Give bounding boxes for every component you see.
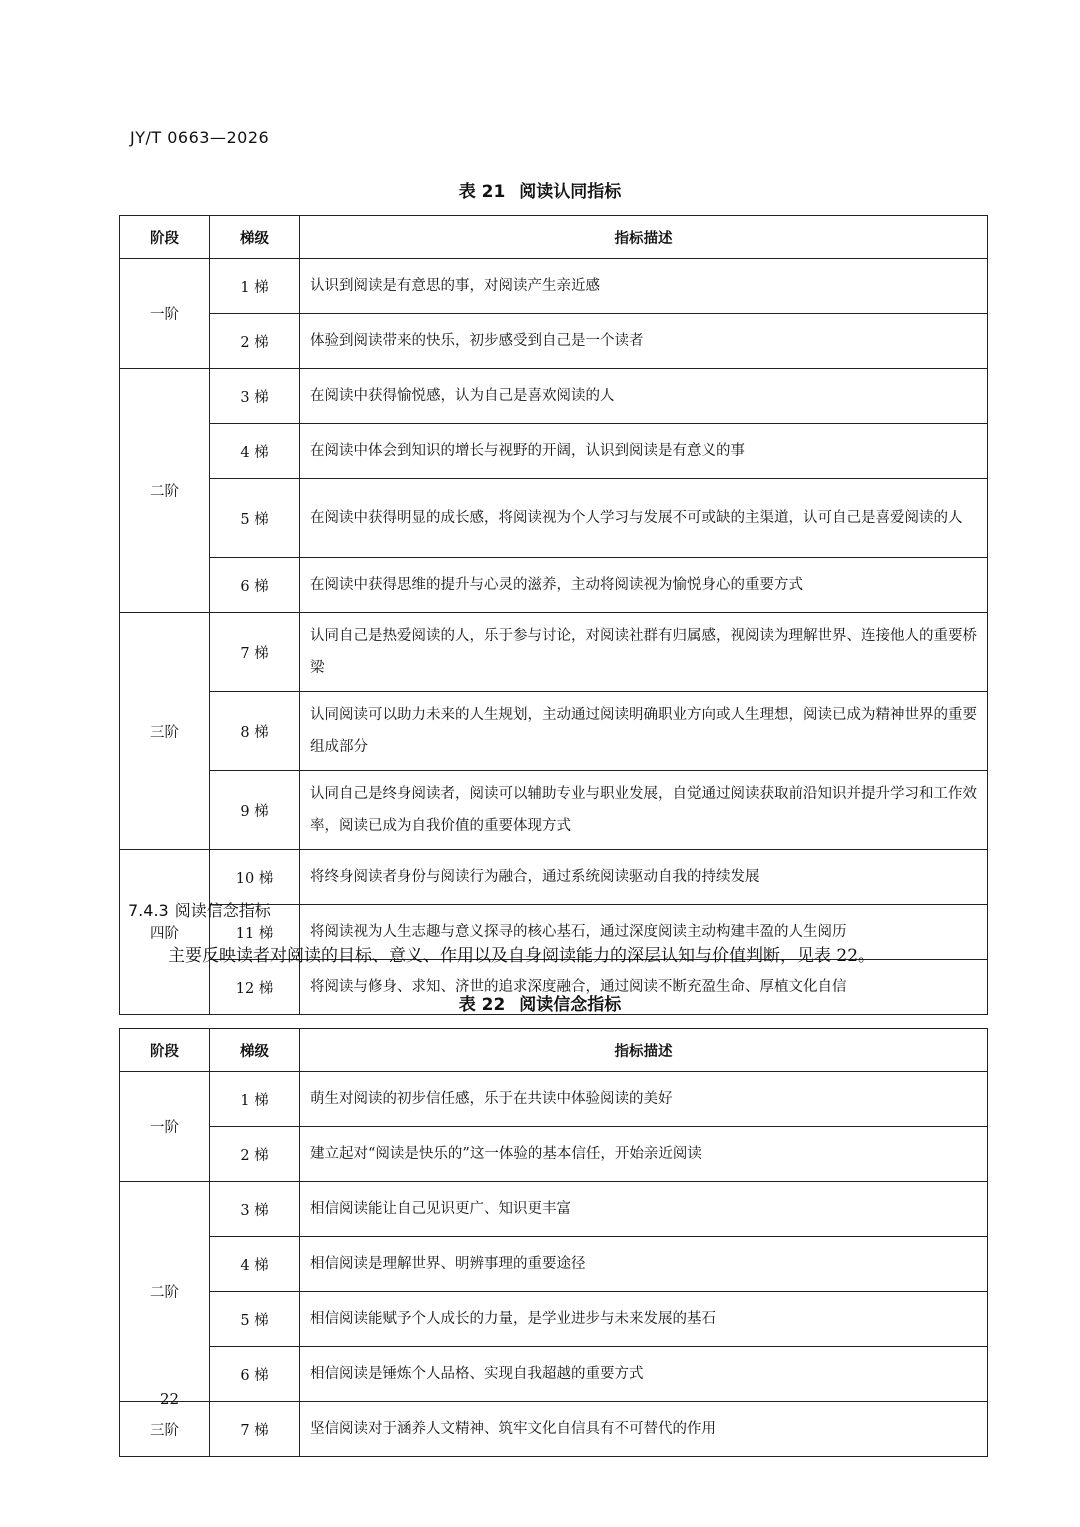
stage-cell: 三阶: [120, 613, 210, 850]
step-cell: 1 梯: [210, 1072, 300, 1127]
step-cell: 7 梯: [210, 613, 300, 692]
description-cell: 相信阅读能赋予个人成长的力量，是学业进步与未来发展的基石: [300, 1292, 988, 1347]
description-cell: 相信阅读能让自己见识更广、知识更丰富: [300, 1182, 988, 1237]
stage-cell: 一阶: [120, 1072, 210, 1182]
table-row: [120, 259, 988, 314]
document-code: JY/T 0663—2026: [130, 128, 270, 147]
stage-cell: 一阶: [120, 259, 210, 369]
table22-number: 表 22: [458, 995, 506, 1015]
section-title: 阅读信念指标: [174, 901, 271, 920]
table-row: [120, 1127, 988, 1182]
table22: [119, 1028, 988, 1457]
section-paragraph: 主要反映读者对阅读的目标、意义、作用以及自身阅读能力的深层认知与价值判断，见表 22。: [168, 946, 876, 966]
table22-header-description: 指标描述: [300, 1029, 988, 1072]
step-cell: 3 梯: [210, 1182, 300, 1237]
step-cell: 5 梯: [210, 479, 300, 558]
table-row: [120, 314, 988, 369]
table-row: [120, 692, 988, 771]
step-cell: 5 梯: [210, 1292, 300, 1347]
step-cell: 1 梯: [210, 259, 300, 314]
stage-cell: 二阶: [120, 369, 210, 613]
table-row: [120, 479, 988, 558]
step-cell: 11 梯: [210, 905, 300, 960]
step-cell: 8 梯: [210, 692, 300, 771]
table-row: [120, 1347, 988, 1402]
step-cell: 3 梯: [210, 369, 300, 424]
table-row: [120, 369, 988, 424]
table22-header-stage: 阶段: [120, 1029, 210, 1072]
stage-cell: 二阶: [120, 1182, 210, 1402]
description-cell: 在阅读中获得愉悦感，认为自己是喜欢阅读的人: [300, 369, 988, 424]
description-cell: 萌生对阅读的初步信任感，乐于在共读中体验阅读的美好: [300, 1072, 988, 1127]
table21-header-description: 指标描述: [300, 216, 988, 259]
table-row: [120, 850, 988, 905]
page-number: 22: [160, 1390, 180, 1408]
table-row: [120, 1072, 988, 1127]
table-row: [120, 1292, 988, 1347]
table-row: [120, 771, 988, 850]
table21-number: 表 21: [458, 182, 506, 202]
step-cell: 4 梯: [210, 424, 300, 479]
table-row: [120, 1182, 988, 1237]
table22-title: 阅读信念指标: [519, 995, 622, 1015]
step-cell: 4 梯: [210, 1237, 300, 1292]
table21-header-stage: 阶段: [120, 216, 210, 259]
description-cell: 坚信阅读对于涵养人文精神、筑牢文化自信具有不可替代的作用: [300, 1402, 988, 1457]
description-cell: 将阅读与修身、求知、济世的追求深度融合，通过阅读不断充盈生命、厚植文化自信: [300, 960, 988, 1015]
stage-cell: 四阶: [120, 850, 210, 1015]
table22-caption: [0, 990, 1080, 1015]
description-cell: 将阅读视为人生志趣与意义探寻的核心基石，通过深度阅读主动构建丰盈的人生阅历: [300, 905, 988, 960]
description-cell: 将终身阅读者身份与阅读行为融合，通过系统阅读驱动自我的持续发展: [300, 850, 988, 905]
stage-cell: 三阶: [120, 1402, 210, 1457]
description-cell: 在阅读中获得明显的成长感，将阅读视为个人学习与发展不可或缺的主渠道，认可自己是喜爱阅读的人: [300, 479, 988, 558]
table-row: [120, 558, 988, 613]
step-cell: 9 梯: [210, 771, 300, 850]
description-cell: 相信阅读是理解世界、明辨事理的重要途径: [300, 1237, 988, 1292]
table22-header-step: 梯级: [210, 1029, 300, 1072]
description-cell: 相信阅读是锤炼个人品格、实现自我超越的重要方式: [300, 1347, 988, 1402]
description-cell: 在阅读中体会到知识的增长与视野的开阔，认识到阅读是有意义的事: [300, 424, 988, 479]
step-cell: 2 梯: [210, 1127, 300, 1182]
step-cell: 12 梯: [210, 960, 300, 1015]
step-cell: 6 梯: [210, 558, 300, 613]
table-row: [120, 1402, 988, 1457]
table21: [119, 215, 988, 1015]
description-cell: 在阅读中获得思维的提升与心灵的滋养，主动将阅读视为愉悦身心的重要方式: [300, 558, 988, 613]
step-cell: 2 梯: [210, 314, 300, 369]
table21-caption: [0, 177, 1080, 202]
table21-header-step: 梯级: [210, 216, 300, 259]
table-row: [120, 613, 988, 692]
description-cell: 认同自己是终身阅读者，阅读可以辅助专业与职业发展，自觉通过阅读获取前沿知识并提升学习和工作效率，阅读已成为自我价值的重要体现方式: [300, 771, 988, 850]
section-heading: [128, 898, 271, 921]
step-cell: 6 梯: [210, 1347, 300, 1402]
description-cell: 认识到阅读是有意思的事，对阅读产生亲近感: [300, 259, 988, 314]
step-cell: 10 梯: [210, 850, 300, 905]
description-cell: 认同阅读可以助力未来的人生规划，主动通过阅读明确职业方向或人生理想，阅读已成为精神世界的重要组成部分: [300, 692, 988, 771]
section-number: 7.4.3: [128, 901, 169, 920]
description-cell: 认同自己是热爱阅读的人，乐于参与讨论，对阅读社群有归属感，视阅读为理解世界、连接他人的重要桥梁: [300, 613, 988, 692]
table-row: [120, 1237, 988, 1292]
step-cell: 7 梯: [210, 1402, 300, 1457]
description-cell: 建立起对“阅读是快乐的”这一体验的基本信任，开始亲近阅读: [300, 1127, 988, 1182]
table21-title: 阅读认同指标: [519, 182, 622, 202]
description-cell: 体验到阅读带来的快乐，初步感受到自己是一个读者: [300, 314, 988, 369]
table-row: [120, 424, 988, 479]
